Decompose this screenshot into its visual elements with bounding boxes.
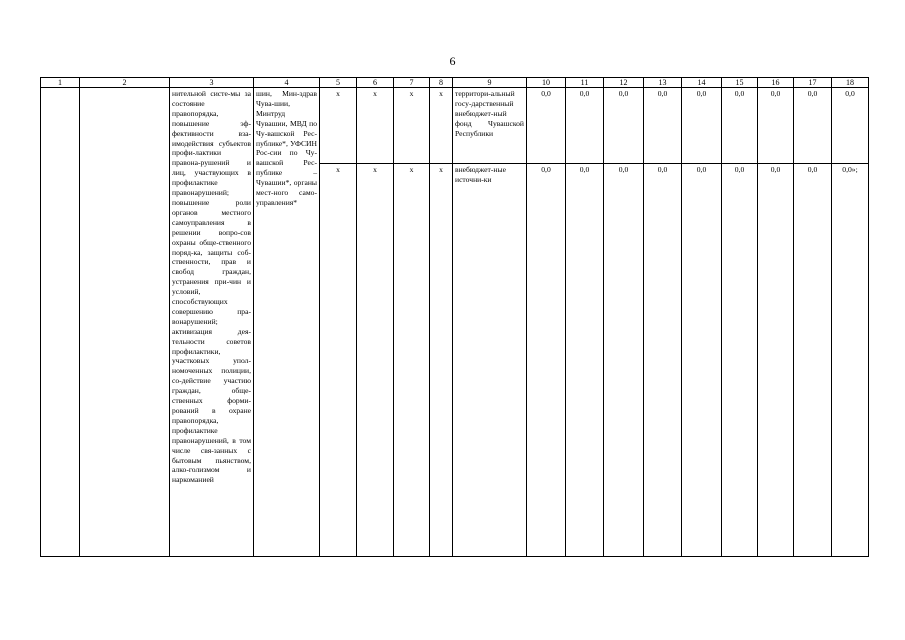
code-cell: x <box>430 164 453 557</box>
header-cell: 13 <box>644 78 682 88</box>
header-cell: 12 <box>604 78 644 88</box>
header-cell: 16 <box>758 78 794 88</box>
value-cell: 0,0»; <box>832 164 869 557</box>
value-cell: 0,0 <box>527 88 566 164</box>
value-cell: 0,0 <box>794 88 832 164</box>
value-cell: 0,0 <box>604 88 644 164</box>
code-cell: x <box>394 164 430 557</box>
code-cell: x <box>394 88 430 164</box>
goal-description-cell: нительной систе-мы за состояние правопорядка, повышение эф-фективности вза-имодействия субъектов профи-лактики правона-рушений и лиц, участвующих в профилактике правонарушений; повышение роли органов местного самоуправления в решении вопро-сов охраны обще-ственного поряд-ка, защиты соб-ственности, прав и свобод граждан, устранения при-чин и условий, способствующих совершению пра-вонарушений; активизация дея-тельности советов профилактики, участковых упол-номоченных полиции, со-действие участию граждан, обще-ственных форми-рований в охране правопорядка, профилактике правонарушений, в том числе свя-занных с бытовым пьянством, алко-голизмом и наркоманией <box>170 88 254 557</box>
header-cell: 11 <box>566 78 604 88</box>
header-cell: 17 <box>794 78 832 88</box>
table-header-row <box>41 78 869 88</box>
funding-source-cell: внебюджет-ные источни-ки <box>453 164 527 557</box>
header-cell: 18 <box>832 78 869 88</box>
value-cell: 0,0 <box>644 88 682 164</box>
value-cell: 0,0 <box>758 88 794 164</box>
value-cell: 0,0 <box>682 164 722 557</box>
code-cell: x <box>430 88 453 164</box>
funding-source-cell: территори-альный госу-дарственный внебюджет-ный фонд Чувашской Республики <box>453 88 527 164</box>
value-cell: 0,0 <box>794 164 832 557</box>
cell-col2 <box>80 88 170 557</box>
header-cell: 15 <box>722 78 758 88</box>
cell-col1 <box>41 88 80 557</box>
code-cell: x <box>320 88 357 164</box>
value-cell: 0,0 <box>604 164 644 557</box>
header-cell: 7 <box>394 78 430 88</box>
value-cell: 0,0 <box>758 164 794 557</box>
value-cell: 0,0 <box>682 88 722 164</box>
header-cell: 6 <box>357 78 394 88</box>
header-cell: 14 <box>682 78 722 88</box>
header-cell: 4 <box>254 78 320 88</box>
value-cell: 0,0 <box>832 88 869 164</box>
value-cell: 0,0 <box>722 164 758 557</box>
table-row <box>41 88 869 164</box>
header-cell: 2 <box>80 78 170 88</box>
header-cell: 1 <box>41 78 80 88</box>
value-cell: 0,0 <box>527 164 566 557</box>
header-cell: 5 <box>320 78 357 88</box>
value-cell: 0,0 <box>644 164 682 557</box>
code-cell: x <box>357 164 394 557</box>
header-cell: 8 <box>430 78 453 88</box>
header-cell: 10 <box>527 78 566 88</box>
budget-table <box>40 77 869 557</box>
executors-cell: шин, Мин-здрав Чува-шии, Минтруд Чувашии, МВД по Чу-вашской Рес-публике*, УФСИН Рос-сии по Чу-вашской Рес-публике – Чувашии*, органы мест-ного само-управления* <box>254 88 320 557</box>
value-cell: 0,0 <box>566 88 604 164</box>
code-cell: x <box>320 164 357 557</box>
value-cell: 0,0 <box>566 164 604 557</box>
header-cell: 9 <box>453 78 527 88</box>
page-number: 6 <box>449 54 456 68</box>
value-cell: 0,0 <box>722 88 758 164</box>
header-cell: 3 <box>170 78 254 88</box>
code-cell: x <box>357 88 394 164</box>
